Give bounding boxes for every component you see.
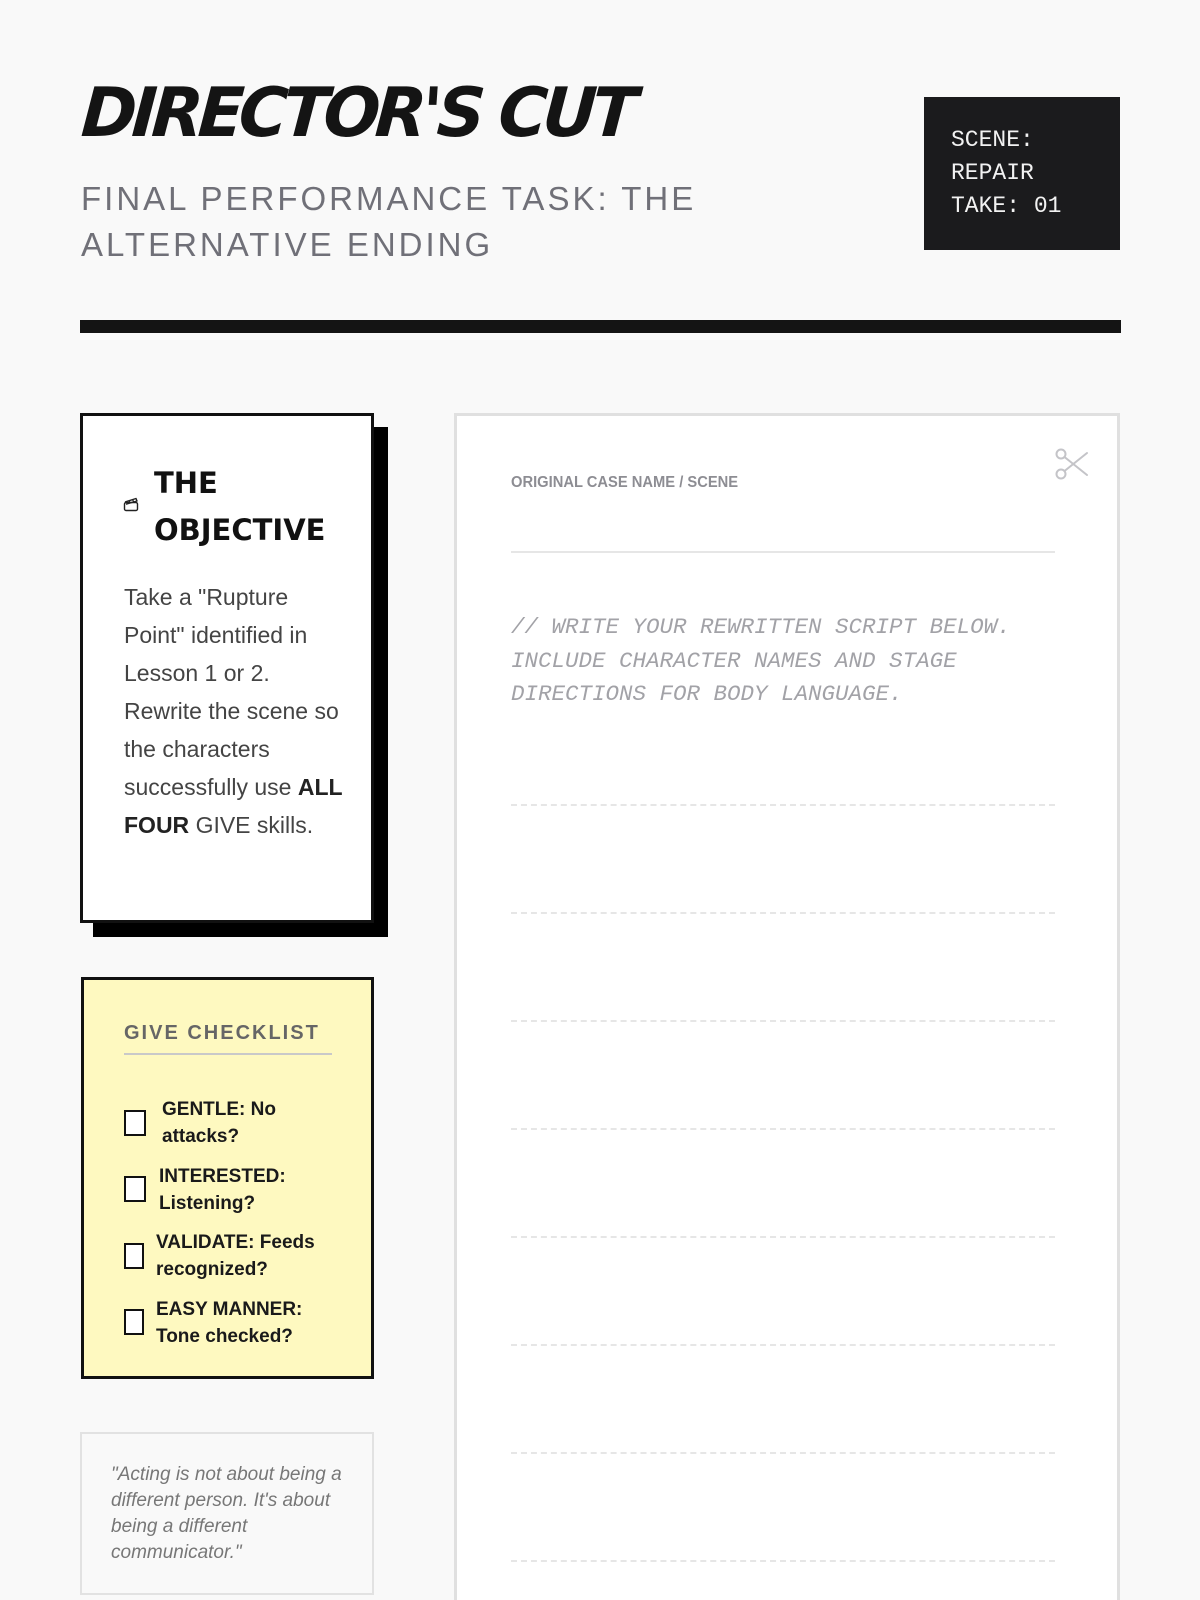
quote-box: "Acting is not about being a different person. It's about being a different communicator." [80, 1432, 374, 1595]
checkbox-interested[interactable] [124, 1176, 146, 1202]
checkbox-validate[interactable] [124, 1243, 144, 1269]
scene-value: REPAIR [951, 160, 1034, 186]
checklist-label-gentle [162, 1096, 276, 1150]
objective-title-line: OBJECTIVE [154, 513, 326, 547]
checkbox-easy-manner[interactable] [124, 1309, 144, 1335]
objective-emphasis: ALL FOUR [124, 774, 343, 838]
checkbox-gentle[interactable] [124, 1110, 146, 1136]
scene-label: SCENE: [951, 127, 1034, 153]
checklist-label-line: EASY MANNER: [156, 1299, 303, 1320]
objective-title [154, 460, 354, 554]
writing-line[interactable] [511, 1452, 1055, 1454]
objective-text: Take a "Rupture Point" identified in Lesson 1 or 2. Rewrite the scene so the characters successfully use [124, 584, 339, 800]
checklist-title: GIVE CHECKLIST [124, 1022, 332, 1055]
script-prompt: // WRITE YOUR REWRITTEN SCRIPT BELOW. INCLUDE CHARACTER NAMES AND STAGE DIRECTIONS FOR BODY LANGUAGE. [511, 614, 1011, 707]
objective-description [124, 578, 344, 844]
checklist-label-line: recognized? [156, 1259, 268, 1280]
scissors-icon [1054, 446, 1090, 482]
checklist-label-line: attacks? [162, 1126, 240, 1147]
take-label: TAKE: 01 [951, 193, 1062, 219]
writing-line[interactable] [511, 1236, 1055, 1238]
writing-line[interactable] [511, 804, 1055, 806]
scene-tag [924, 97, 1120, 250]
writing-line[interactable] [511, 1560, 1055, 1562]
checklist-label-line: Tone checked? [156, 1326, 293, 1347]
give-checklist [81, 977, 374, 1379]
page-subtitle: FINAL PERFORMANCE TASK: THE ALTERNATIVE ENDING [81, 180, 697, 263]
checklist-label-interested [159, 1163, 286, 1217]
checklist-item-validate [124, 1229, 364, 1285]
page-title: DIRECTOR'S CUT [78, 74, 636, 153]
header-divider [80, 320, 1121, 333]
case-name-label: ORIGINAL CASE NAME / SCENE [511, 474, 739, 491]
writing-line[interactable] [511, 1128, 1055, 1130]
clapperboard-icon [123, 496, 139, 512]
checklist-label-line: VALIDATE: Feeds [156, 1232, 315, 1253]
objective-card [80, 413, 374, 923]
writing-line[interactable] [511, 1020, 1055, 1022]
case-name-input[interactable] [511, 509, 1055, 553]
writing-line[interactable] [511, 1344, 1055, 1346]
writing-line[interactable] [511, 912, 1055, 914]
script-panel [454, 413, 1120, 1600]
checklist-label-line: INTERESTED: [159, 1166, 286, 1187]
checklist-label-easy-manner [156, 1296, 302, 1350]
checklist-label-line: GENTLE: No [162, 1099, 276, 1120]
checklist-label-line: Listening? [159, 1193, 256, 1214]
checklist-item-interested [124, 1163, 364, 1219]
checklist-item-easy-manner [124, 1296, 364, 1352]
checklist-label-validate [156, 1229, 315, 1283]
checklist-item-gentle [124, 1096, 364, 1152]
objective-text-end: GIVE skills. [195, 812, 314, 838]
objective-title-line: THE [154, 466, 218, 500]
